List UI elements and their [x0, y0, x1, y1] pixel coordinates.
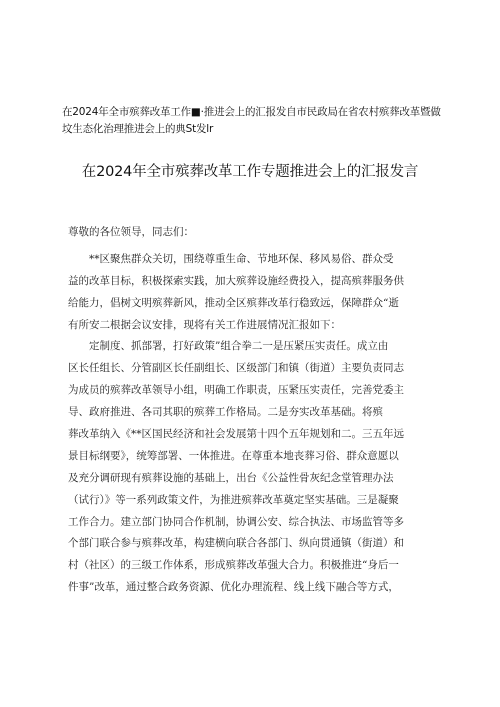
paragraph-2-line: 工作合力。建立部门协同合作机制，协调公安、综合执法、市场监管等多: [68, 515, 404, 528]
paragraph-2-line: 导、政府推进、各司其职的殡葬工作格局。二是夯实改革基础。将殡: [68, 406, 383, 419]
paragraph-1-line: 益的改革目标，积极探索实践，加大殡葬设施经费投入，提高殡葬服务供: [68, 274, 404, 287]
header-line-1: 在2024年全市殡葬改革工作■·推进会上的汇报发自市民政局在省农村殡葬改革暨做: [62, 106, 441, 118]
salutation: 尊敬的各位领导，同志们：: [68, 226, 194, 238]
paragraph-2-line: 葬改革纳入《**区国民经济和社会发展第十四个五年规划和二。三五年远: [68, 428, 404, 441]
paragraph-1-line: **区聚焦群众关切，围绕尊重生命、节地环保、移风易俗、群众受: [68, 252, 394, 265]
paragraph-2-line: 区长任组长、分管副区长任副组长、区级部门和镇（街道）主要负责同志: [68, 362, 404, 375]
paragraph-2-line: 为成员的殡葬改革领导小组，明确工作职责，压紧压实责任，完善党委主: [68, 384, 404, 397]
paragraph-2-line: 件事”改革，通过整合政务资源、优化办理流程、线上线下融合等方式，: [68, 581, 399, 594]
paragraph-1-line: 有所安二根据会议安排，现将有关工作进展情况汇报如下：: [68, 318, 341, 331]
page-title: 在2024年全市殡葬改革工作专题推进会上的汇报发言: [81, 164, 419, 180]
paragraph-2-line: 景目标纲要》，统筹部署、一体推进。在尊重本地丧葬习俗、群众意愿以: [68, 449, 399, 462]
paragraph-2-line: 定制度、抓部署，打好政策”组合拳二一是压紧压实责任。成立由: [68, 340, 389, 353]
paragraph-2-line: 村（社区）的三级工作体系，形成殡葬改革强大合力。积极推进“身后一: [68, 559, 399, 572]
paragraph-1-line: 给能力，倡树文明殡葬新风，推动全区殡葬改革行稳致远，保障群众“逝: [68, 296, 399, 309]
header-line-2: 坟生态化治理推进会上的典St发lr: [62, 123, 214, 135]
paragraph-2-line: 及充分调研现有殡葬设施的基础上，出台《公益性骨灰纪念堂管理办法: [68, 471, 394, 484]
document-header: [62, 104, 442, 138]
paragraph-2-line: 个部门联合参与殡葬改革，构建横向联合各部门、纵向贯通镇（街道）和: [68, 537, 404, 550]
paragraph-2-line: （试行）》等一系列政策文件，为推进殡葬改革奠定坚实基础。三是凝聚: [68, 493, 399, 506]
document-body: [68, 222, 440, 599]
